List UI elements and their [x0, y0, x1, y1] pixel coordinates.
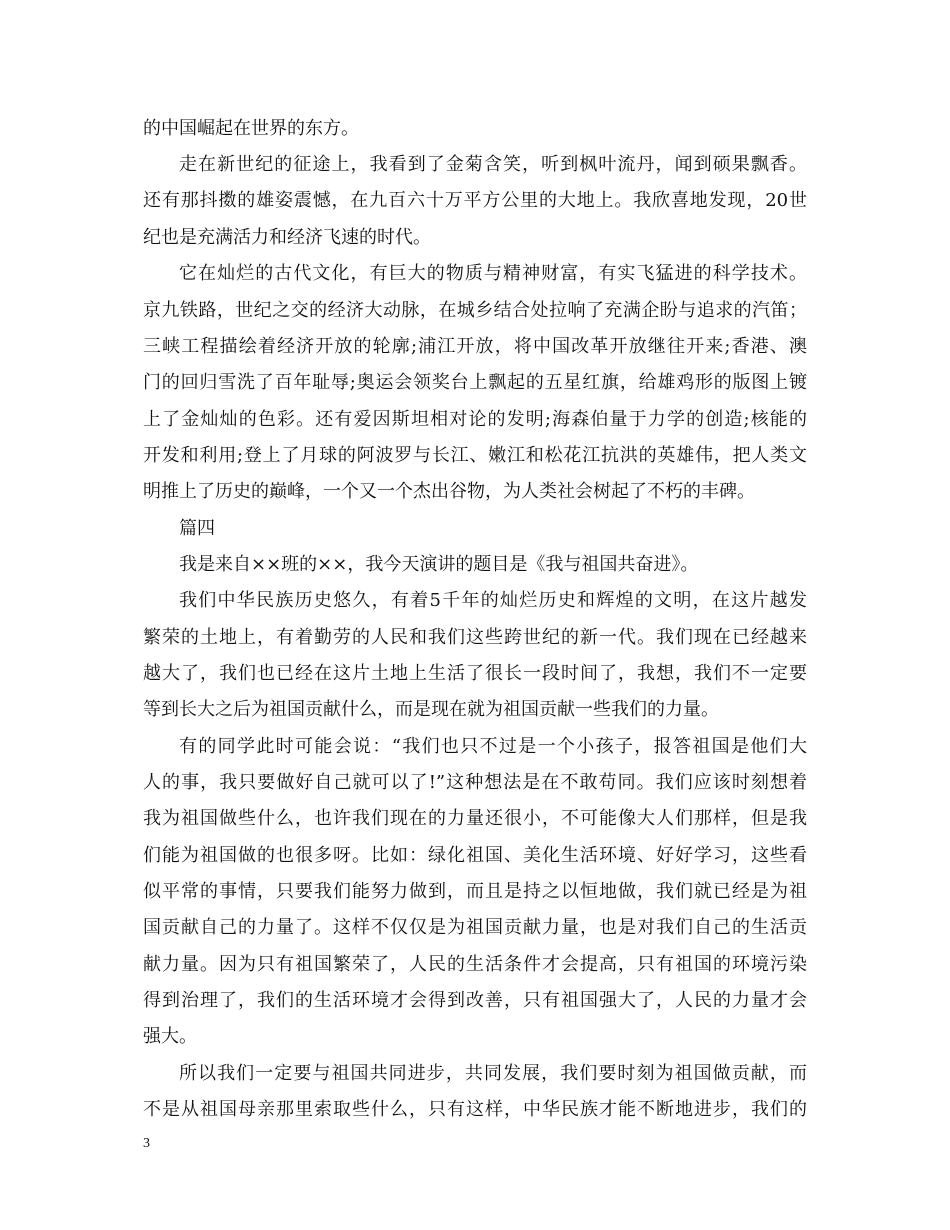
text-line: 献力量。因为只有祖国繁荣了，人民的生活条件才会提高，只有祖国的环境污染 — [143, 954, 807, 975]
page-number: 3 — [143, 1136, 150, 1151]
text-line: 得到治理了，我们的生活环境才会得到改善，只有祖国强大了，人民的力量才会 — [143, 990, 807, 1011]
text-line: 不是从祖国母亲那里索取些什么，只有这样，中华民族才能不断地进步，我们的 — [143, 1099, 807, 1120]
text-line: 越大了，我们也已经在这片土地上生活了很长一段时间了，我想，我们不一定要 — [143, 663, 807, 684]
text-line: 等到长大之后为祖国贡献什么，而是现在就为祖国贡献一些我们的力量。 — [143, 699, 719, 720]
text-line: 的中国崛起在世界的东方。 — [143, 118, 359, 139]
text-line: 纪也是充满活力和经济飞速的时代。 — [143, 227, 431, 248]
text-line: 它在灿烂的古代文化，有巨大的物质与精神财富，有实飞猛进的科学技术。 — [179, 263, 807, 284]
text-line: 我是来自××班的××，我今天演讲的题目是《我与祖国共奋进》。 — [179, 554, 699, 575]
text-line: 还有那抖擞的雄姿震憾，在九百六十万平方公里的大地上。我欣喜地发现，20世 — [143, 190, 807, 211]
text-line: 人的事，我只要做好自己就可以了!”这种想法是在不敢苟同。我们应该时刻想着 — [143, 772, 807, 793]
text-line: 我们中华民族历史悠久，有着5千年的灿烂历史和辉煌的文明，在这片越发 — [179, 590, 807, 611]
text-line: 走在新世纪的征途上，我看到了金菊含笑，听到枫叶流丹，闻到硕果飘香。 — [179, 154, 807, 175]
text-line: 开发和利用;登上了月球的阿波罗与长江、嫩江和松花江抗洪的英雄伟，把人类文 — [143, 445, 807, 466]
text-line: 门的回归雪洗了百年耻辱;奥运会领奖台上飘起的五星红旗，给雄鸡形的版图上镀 — [143, 372, 807, 393]
text-line: 们能为祖国做的也很多呀。比如：绿化祖国、美化生活环境、好好学习，这些看 — [143, 845, 807, 866]
text-line: 京九铁路，世纪之交的经济大动脉，在城乡结合处拉响了充满企盼与追求的汽笛； — [143, 300, 807, 321]
text-line: 明推上了历史的巅峰，一个又一个杰出谷物，为人类社会树起了不朽的丰碑。 — [143, 481, 755, 502]
text-line: 有的同学此时可能会说：“我们也只不过是一个小孩子，报答祖国是他们大 — [179, 736, 807, 757]
text-line: 繁荣的土地上，有着勤劳的人民和我们这些跨世纪的新一代。我们现在已经越来 — [143, 627, 807, 648]
section-heading: 篇四 — [179, 518, 215, 539]
text-line: 上了金灿灿的色彩。还有爱因斯坦相对论的发明;海森伯量于力学的创造;核能的 — [143, 409, 807, 430]
text-line: 我为祖国做些什么，也许我们现在的力量还很小，不可能像大人们那样，但是我 — [143, 808, 807, 829]
text-line: 所以我们一定要与祖国共同进步，共同发展，我们要时刻为祖国做贡献，而 — [179, 1063, 807, 1084]
text-line: 国贡献自己的力量了。这样不仅仅是为祖国贡献力量，也是对我们自己的生活贡 — [143, 917, 807, 938]
text-line: 三峡工程描绘着经济开放的轮廓;浦江开放，将中国改革开放继往开来;香港、澳 — [143, 336, 807, 357]
text-line: 强大。 — [143, 1026, 197, 1047]
text-line: 似平常的事情，只要我们能努力做到，而且是持之以恒地做，我们就已经是为祖 — [143, 881, 807, 902]
